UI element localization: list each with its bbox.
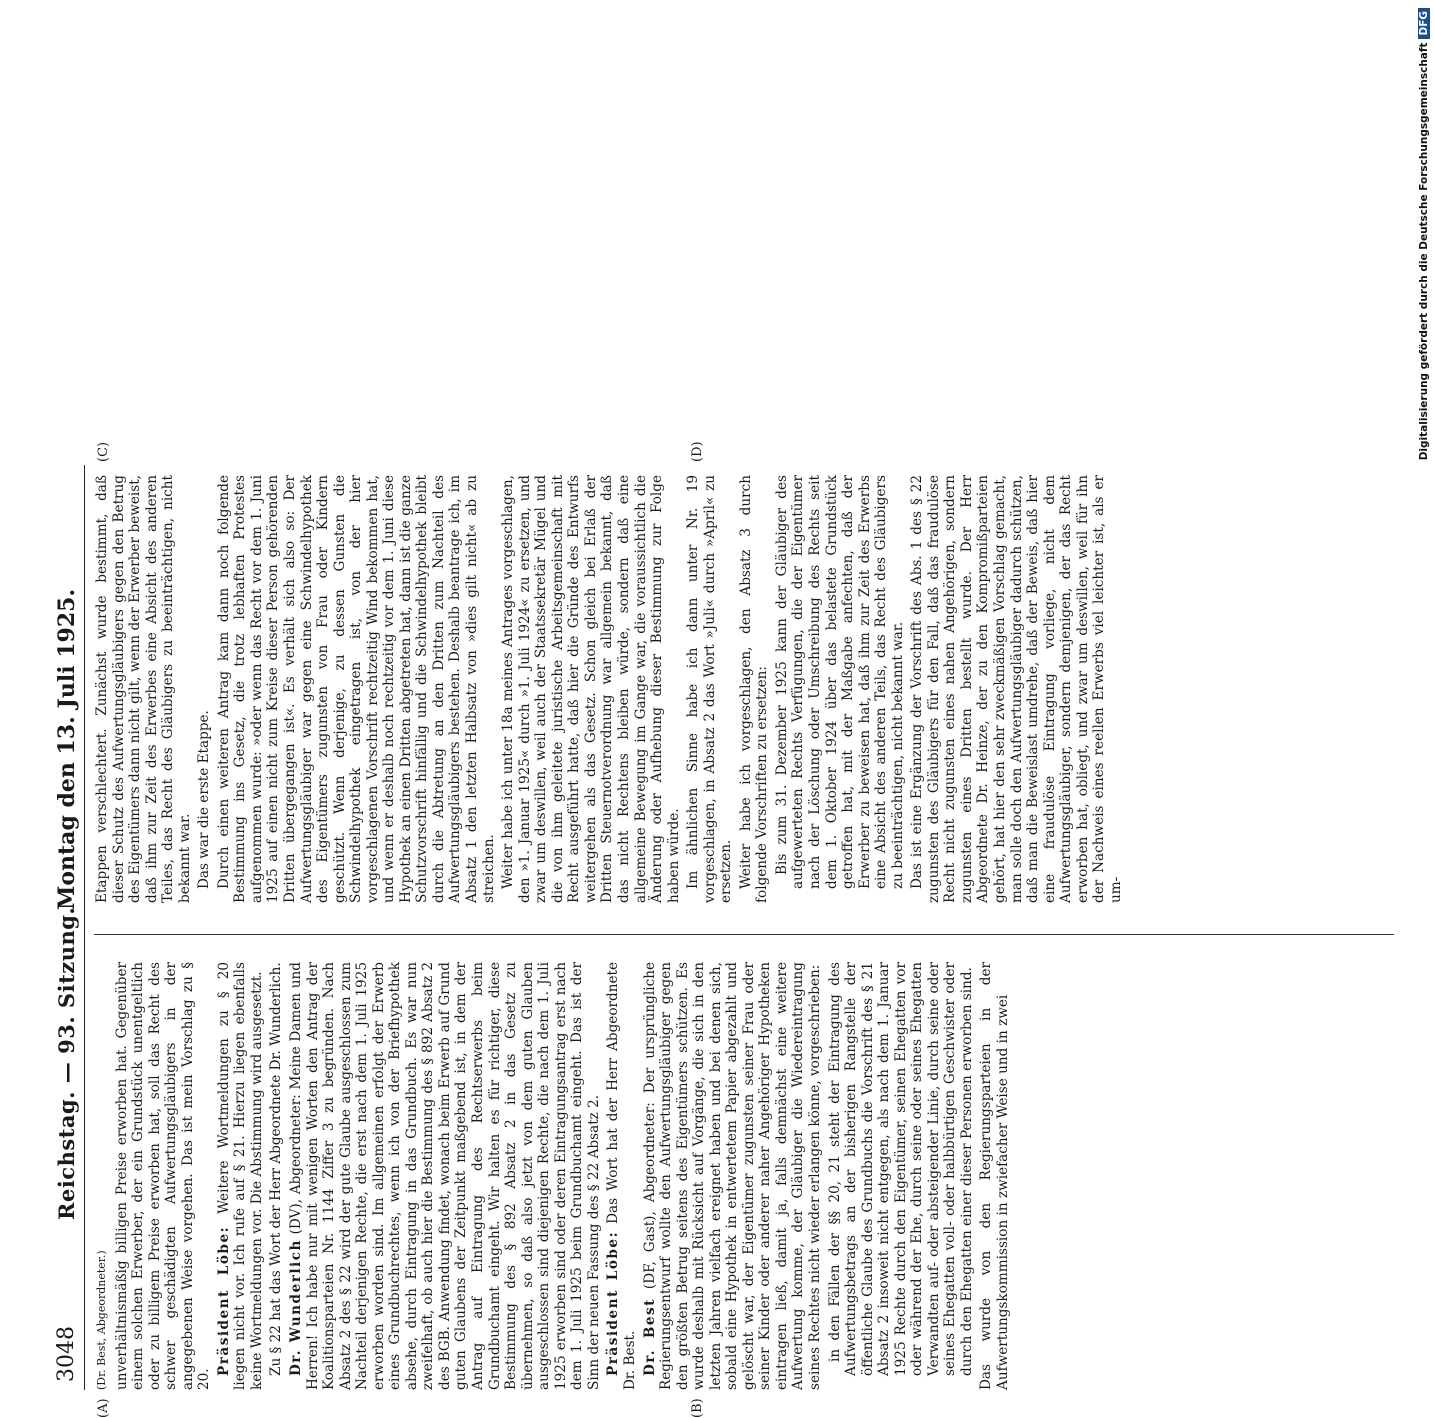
dfg-logo: DFG bbox=[1418, 8, 1430, 39]
rotated-page-content bbox=[50, 441, 1405, 1418]
page-number: 3048 bbox=[54, 1326, 79, 1382]
paragraph: Das ist eine Ergänzung der Vorschrift des Abs. 1 des § 22 zugunsten des Gläubigers für den Fall, daß das fraudulöse Recht nicht zugunsten eines nahen Angehörigen, sondern zugunsten eines Dritten bestellt wurde. Der Herr Abgeordnete Dr. Heinze, der zu den Kompromißparteien gehört, hat hier den sehr zweckmäßigen Vorschlag gemacht, man solle doch den Aufwertungsgläubiger dadurch schützen, daß man die Beweislast umdrehe, daß der Beweis, daß hier eine fraudulöse Eintragung vorliege, nicht dem Aufwertungsgläubiger, sondern demjenigen, der das Recht erworben hat, obliegt, und zwar um deswillen, weil für ihn der Nachweis eines reellen Erwerbs viel leichter ist, als er um- bbox=[909, 475, 1124, 903]
paragraph: Im ähnlichen Sinne habe ich dann unter Nr. 19 vorgeschlagen, in Absatz 2 das Wort »Juli« durch »April« zu ersetzen. bbox=[685, 475, 735, 903]
column-divider bbox=[94, 934, 1394, 935]
paragraph: Dr. Wunderlich (DV), Abgeordneter: Meine Damen und Herren! Ich habe nur mit wenigen Worten den Antrag der Koalitionsparteien Nr. 1144 Ziffer 3 zu begründen. Nach Absatz 2 des § 22 wird der gute Glaube ausgeschlossen zum Nachteil derjenigen Rechte, die erst nach dem 1. Juli 1925 erworben worden sind. Im allgemeinen erfolgt der Erwerb eines Grundbuchrechtes, wenn ich von der Briefhypothek absehe, durch Eintragung in das Grundbuch. Es war nun zweifelhaft, ob auch hier die Bestimmung des § 892 Absatz 2 des BGB. Anwendung findet, wonach beim Erwerb auf Grund guten Glaubens der Zeitpunkt maßgebend ist, in dem der Antrag auf Eintragung des Rechtserwerbs beim Grundbuchamt eingeht. Wir halten es für richtiger, diese Bestimmung des § 892 Absatz 2 in das Gesetz zu übernehmen, so daß also jetzt von dem guten Glauben ausgeschlossen sind diejenigen Rechte, die nach dem 1. Juli 1925 erworben sind oder deren Eintragungsantrag erst nach dem 1. Juli 1925 beim Grundbuchamt eingeht. Das ist der Sinn der neuen Fassung des § 22 Absatz 2. bbox=[288, 962, 602, 1390]
paragraph: Das war die erste Etappe. bbox=[196, 710, 213, 889]
margin-mark-a: (A) bbox=[96, 1398, 111, 1418]
session-date: Montag den 13. Juli 1925. bbox=[54, 588, 80, 910]
paragraph: Das wurde von den Regierungsparteien in der Aufwertungskommission in zwiefacher Weise und in zwei bbox=[978, 962, 1011, 1390]
paragraph: Dr. Best (DF, Gast), Abgeordneter: Der ursprüngliche Regierungsentwurf wollte den Aufwertungsgläubiger gegen den größten Betrug seitens des Eigentümers schützen. Es wurde deshalb mit Rücksicht auf Vorgänge, die sich in den letzten Jahren vielfach ereignet haben und bei denen sich, sobald eine Hypothek in entwertetem Papier abgezahlt und gelöscht war, der Eigentümer zugunsten seiner Frau oder seiner Kinder oder anderer naher Angehöriger Hypotheken eintragen ließ, damit ja, falls demnächst eine weitere Aufwertung komme, der Gläubiger die Wiedereintragung seines Rechtes nicht wieder erlangen könne, vorgeschrieben: bbox=[641, 962, 823, 1390]
paragraph: Etappen verschlechtert. Zunächst wurde bestimmt, daß dieser Schutz des Aufwertungsgläubigers gegen den Betrug des Eigentümers dann nicht gilt, wenn der Erwerber beweist, daß ihm zur Zeit des Erwerbes eine Absicht des anderen Teiles, das Recht des Gläubigers zu beeinträchtigen, nicht bekannt war. bbox=[94, 475, 193, 903]
credit-text: Digitalisierung gefördert durch die Deutsche Forschungsgemeinschaft bbox=[1418, 42, 1430, 461]
speaker-name: Dr. Wunderlich bbox=[288, 1239, 305, 1376]
margin-mark-d: (D) bbox=[690, 441, 705, 462]
paragraph: unverhältnismäßig billigen Preise erworben hat. Gegenüber einem solchen Erwerber, der ein Grundstück unentgeltlich oder zu billigem Preise erworben hat, soll das Recht des schwer geschädigten Aufwertungsgläubigers in der angegebenen Weise vorgehen. Das ist mein Vorschlag zu § 20. bbox=[113, 962, 213, 1390]
right-column bbox=[94, 475, 1127, 903]
left-column bbox=[94, 962, 1015, 1390]
quoted-provision: Bis zum 31. Dezember 1925 kann der Gläubiger des aufgewerteten Rechts Verfügungen, die der Eigentümer nach der Löschung oder Umschreibung des Rechts seit dem 1. Oktober 1924 über das belastete Grundstück getroffen hat, mit der Maßgabe anfechten, daß der Erwerber zu beweisen hat, daß ihm zur Zeit des Erwerbs eine Absicht des anderen Teils, das Recht des Gläubigers zu beeinträchtigen, nicht bekannt war. bbox=[773, 475, 906, 889]
speaker-name: Präsident Löbe: bbox=[605, 1230, 622, 1376]
paragraph: Weiter habe ich vorgeschlagen, den Absatz 3 durch folgende Vorschriften zu ersetzen: bbox=[737, 475, 771, 903]
speaker-name: Dr. Best bbox=[641, 1298, 658, 1376]
paragraph: Präsident Löbe: Das Wort hat der Herr Abgeordnete Dr. Best. bbox=[605, 961, 638, 1390]
speaker-note: (Dr. Best, Abgeordneter.) bbox=[95, 1250, 108, 1390]
scanned-page bbox=[50, 35, 1405, 1418]
paragraph: Zu § 22 hat das Wort der Herr Abgeordnete Dr. Wunderlich. bbox=[268, 962, 285, 1376]
speaker-name: Präsident Löbe: bbox=[215, 1225, 232, 1376]
paragraph: Weiter habe ich unter 18a meines Antrages vorgeschlagen, den »1. Januar 1925« durch »1. Juli 1924« zu ersetzen, und zwar um deswillen, weil auch der Staatssekretär Mügel und die von ihm geleitete juristische Arbeitsgemeinschaft mit Recht ausgeführt hatte, daß hier die Gründe des Entwurfs weitergehen als das Gesetz. Schon gleich bei Erlaß der Dritten Steuernotverordnung war allgemein bekannt, daß das nicht Rechtens bleiben würde, sondern daß eine allgemeine Bewegung im Gange war, die voraussichtlich die Änderung oder Aufhebung dieser Bestimmung zur Folge haben würde. bbox=[500, 475, 682, 903]
margin-mark-b: (B) bbox=[690, 1398, 705, 1418]
paragraph: Präsident Löbe: Weitere Wortmeldungen zu § 20 liegen nicht vor. Ich rufe auf § 21. Hierzu liegen ebenfalls keine Wortmeldungen vor. Die Abstimmung wird ausgesetzt. bbox=[215, 962, 265, 1390]
quoted-provision: in den Fällen der §§ 20, 21 steht der Eintragung des Aufwertungsbetrags an der bisherigen Rangstelle der öffentliche Glaube des Grundbuchs die Vorschrift des § 21 Absatz 2 insoweit nicht entgegen, als nach dem 1. Januar 1925 Rechte durch den Eigentümer, seinen Ehegatten vor oder während der Ehe, durch seine oder seines Ehegatten Verwandten auf- oder absteigender Linie, durch seine oder seines Ehegatten voll- oder halbbürtigen Geschwister oder durch den Ehegatten einer dieser Personen erworben sind. bbox=[826, 962, 975, 1376]
paragraph: Durch einen weiteren Antrag kam dann noch folgende Bestimmung ins Gesetz, die trotz lebhaften Protestes aufgenommen wurde: »oder wenn das Recht vor dem 1. Juni 1925 auf einen nicht zum Kreise dieser Person gehörenden Dritten übergegangen ist«. Es verhält sich also so: Der Aufwertungsgläubiger war gegen eine Schwindelhypothek des Eigentümers zugunsten von Frau oder Kindern geschützt. Wenn derjenige, zu dessen Gunsten die Schwindelhypothek eingetragen ist, von der hier vorgeschlagenen Vorschrift rechtzeitig Wind bekommen hat, und wenn er deshalb noch rechtzeitig vor dem 1. Juni diese Hypothek an einen Dritten abgetreten hat, dann ist die ganze Schutzvorschrift hinfällig und die Schwindelhypothek bleibt durch die Abtretung an den Dritten zum Nachteil des Aufwertungsgläubigers bestehen. Deshalb beantrage ich, im Absatz 1 den letzten Halbsatz von »dies gilt nicht« ab zu streichen. bbox=[215, 475, 497, 903]
margin-mark-c: (C) bbox=[96, 441, 111, 462]
digitization-credit bbox=[1418, 8, 1433, 988]
session-title: Reichstag. — 93. Sitzung. bbox=[54, 906, 79, 1220]
page-header bbox=[50, 465, 85, 1390]
